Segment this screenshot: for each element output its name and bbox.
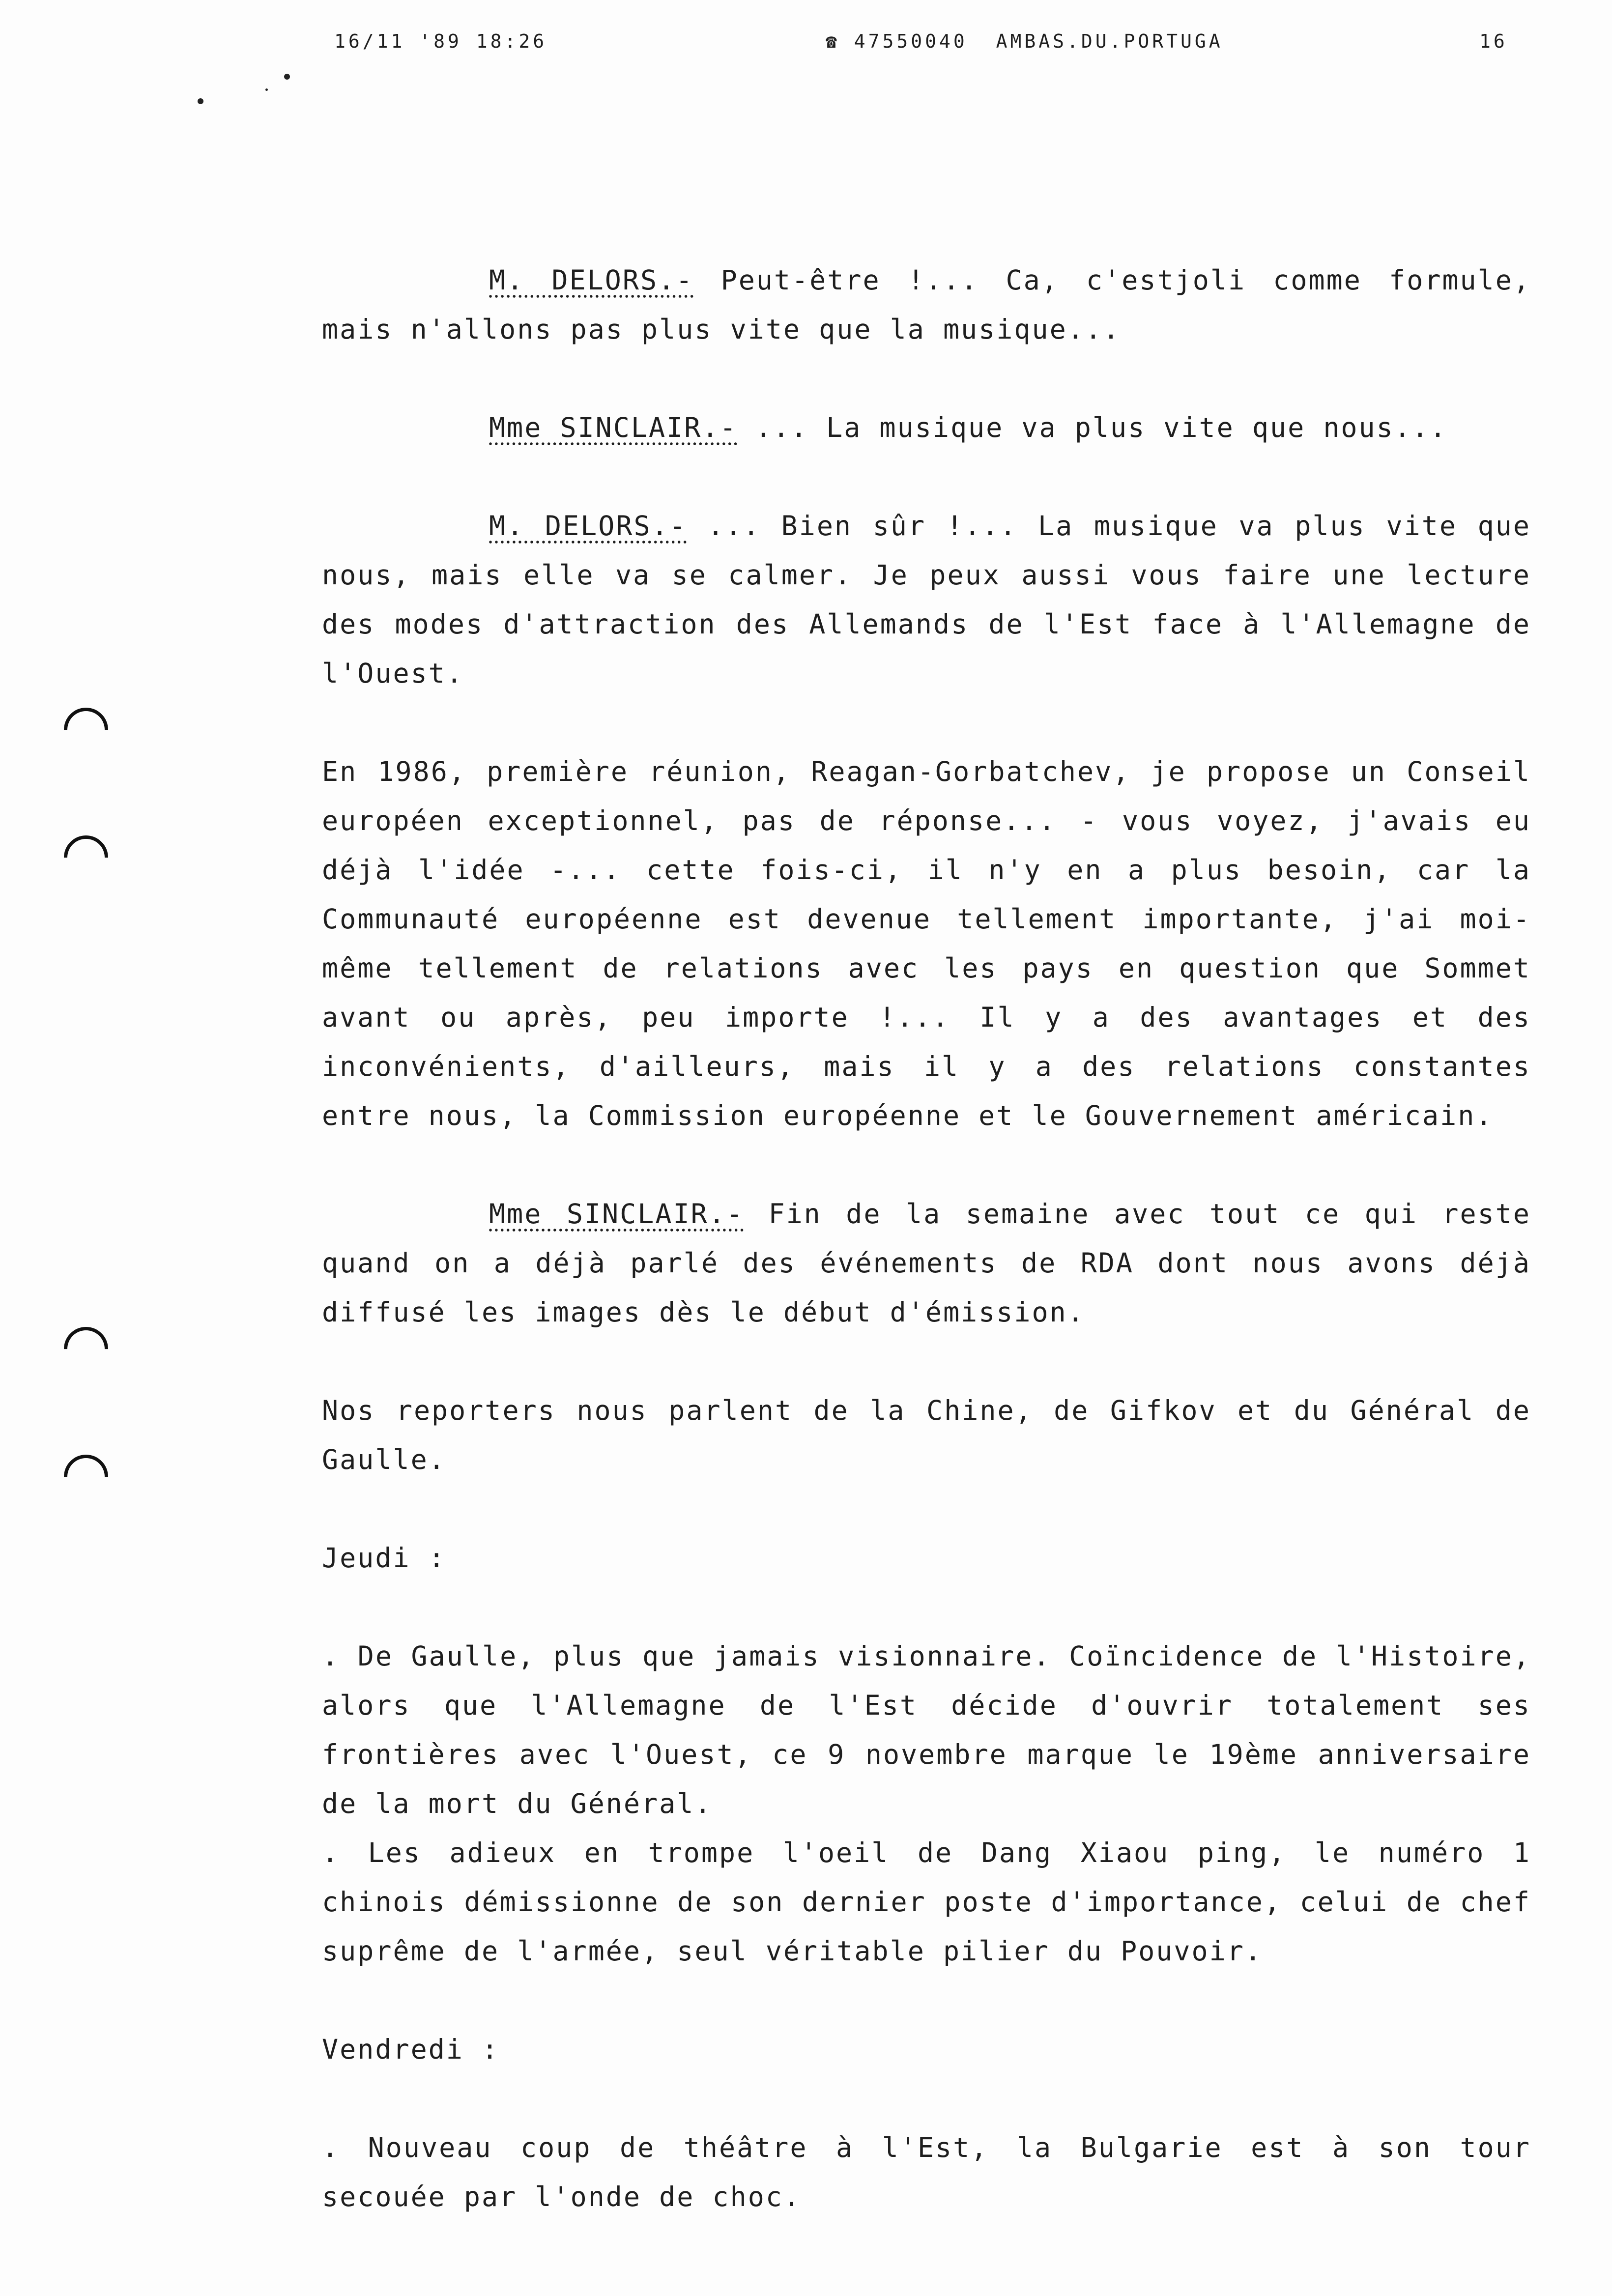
- fax-sender: AMBAS.DU.PORTUGA: [996, 30, 1223, 52]
- punch-hole-mark: [55, 826, 117, 889]
- speaker-name: M. DELORS.-: [489, 264, 694, 296]
- paragraph-text: ... La musique va plus vite que nous...: [737, 412, 1448, 443]
- punch-hole-mark: [55, 1445, 117, 1508]
- transcript-paragraph: [322, 1189, 1531, 1337]
- transcript-paragraph: [322, 747, 1531, 1140]
- scan-speck: [284, 74, 290, 80]
- paragraph-text: Vendredi :: [322, 2034, 500, 2065]
- paragraph-text: . Nouveau coup de théâtre à l'Est, la Bulgarie est à son tour secouée par l'onde de choc.: [322, 2132, 1531, 2212]
- scan-speck: [198, 98, 203, 104]
- fax-sender-line: [826, 30, 1223, 52]
- news-item: [322, 1632, 1531, 1828]
- phone-icon: ☎: [826, 30, 840, 52]
- transcript-body: [322, 256, 1531, 2270]
- scan-speck: [265, 88, 268, 91]
- punch-hole-mark: [55, 1318, 117, 1380]
- fax-header: [0, 30, 1612, 60]
- paragraph-text: Peut-être !... Ca, c'estjoli comme formule, mais n'allons pas plus vite que la musique...: [322, 264, 1531, 345]
- transcript-paragraph: [322, 403, 1531, 452]
- paragraph-text: . De Gaulle, plus que jamais visionnaire. Coïncidence de l'Histoire, alors que l'Allemagne de l'Est décide d'ouvrir totalement ses frontières avec l'Ouest, ce 9 novembre marque le 19ème anniversaire de la mort du Général.: [322, 1640, 1531, 1819]
- paragraph-text: Fin de la semaine avec tout ce qui reste quand on a déjà parlé des événements de RDA dont nous avons déjà diffusé les images dès le début d'émission.: [322, 1198, 1531, 1328]
- speaker-name: Mme SINCLAIR.-: [489, 1198, 744, 1230]
- page-number: 16: [1479, 30, 1508, 52]
- section-heading: [322, 1533, 1531, 1582]
- news-item: [322, 1828, 1531, 1976]
- paragraph-text: Jeudi :: [322, 1542, 446, 1574]
- speaker-name: M. DELORS.-: [489, 510, 687, 542]
- paragraph-text: . Les adieux en trompe l'oeil de Dang Xiaou ping, le numéro 1 chinois démissionne de son dernier poste d'importance, celui de chef suprême de l'armée, seul véritable pilier du Pouvoir.: [322, 1837, 1531, 1967]
- speaker-name: Mme SINCLAIR.-: [489, 412, 738, 443]
- fax-number: 47550040: [854, 30, 968, 52]
- punch-hole-mark: [55, 698, 117, 761]
- transcript-paragraph: [322, 501, 1531, 698]
- news-item: [322, 2123, 1531, 2221]
- fax-datetime: 16/11 '89 18:26: [334, 30, 547, 52]
- paragraph-text: Nos reporters nous parlent de la Chine, de Gifkov et du Général de Gaulle.: [322, 1395, 1531, 1475]
- transcript-paragraph: [322, 1386, 1531, 1484]
- transcript-paragraph: [322, 256, 1531, 354]
- section-heading: [322, 2025, 1531, 2074]
- paragraph-text: En 1986, première réunion, Reagan-Gorbatchev, je propose un Conseil européen exceptionnel, pas de réponse... - vous voyez, j'avais eu déjà l'idée -... cette fois-ci, il n'y en a plus besoin, car la Communauté européenne est devenue tellement importante, j'ai moi-même tellement de relations avec les pays en question que Sommet avant ou après, peu importe !... Il y a des avantages et des inconvénients, d'ailleurs, mais il y a des relations constantes entre nous, la Commission européenne et le Gouvernement américain.: [322, 756, 1531, 1131]
- paragraph-text: ... Bien sûr !... La musique va plus vite que nous, mais elle va se calmer. Je peux aussi vous faire une lecture des modes d'attraction des Allemands de l'Est face à l'Allemagne de l'Ouest.: [322, 510, 1531, 689]
